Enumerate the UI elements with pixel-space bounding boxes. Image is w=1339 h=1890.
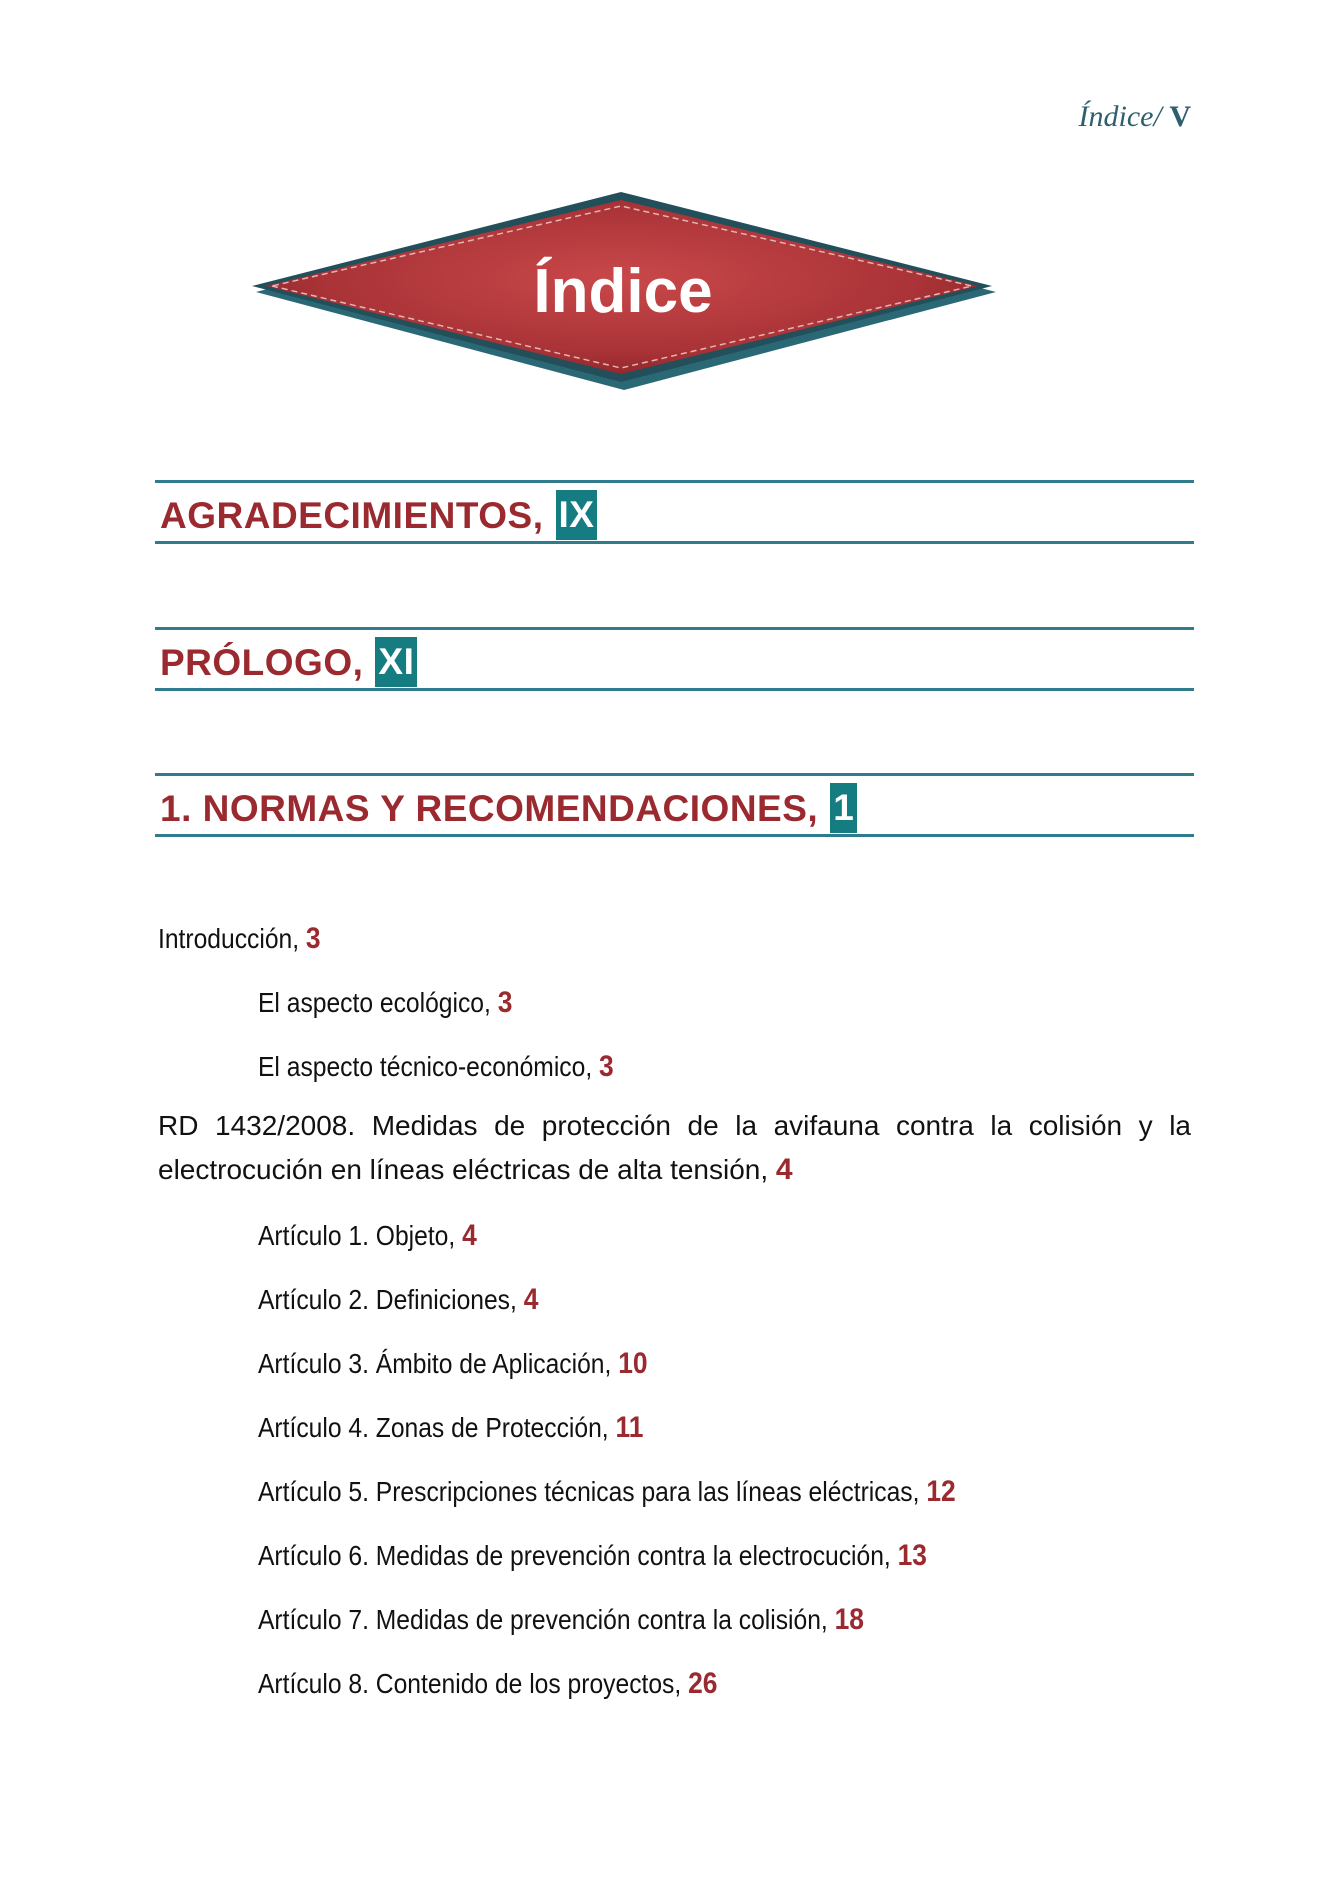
running-header bbox=[1079, 100, 1191, 134]
toc-entry-page: 4 bbox=[523, 1283, 539, 1316]
running-header-title: Índice/ bbox=[1078, 100, 1162, 133]
section-page-number: 1 bbox=[830, 783, 857, 833]
toc-entry-articulo-2[interactable] bbox=[258, 1283, 538, 1317]
toc-entry-page: 3 bbox=[497, 986, 513, 1019]
toc-entry-label: Artículo 1. Objeto, bbox=[258, 1220, 456, 1251]
toc-entry-page: 3 bbox=[599, 1050, 614, 1083]
toc-entry-label: Artículo 2. Definiciones, bbox=[258, 1284, 517, 1315]
toc-entry-page: 10 bbox=[618, 1347, 648, 1380]
toc-entry-articulo-1[interactable] bbox=[258, 1219, 477, 1253]
toc-entry-label: Introducción, bbox=[158, 923, 300, 954]
toc-entry-page: 12 bbox=[926, 1475, 956, 1508]
badge-title: Índice bbox=[533, 257, 713, 326]
toc-entry-page: 3 bbox=[305, 922, 321, 955]
section-page-number: XI bbox=[375, 637, 417, 687]
toc-entry-label: Artículo 4. Zonas de Protección, bbox=[258, 1412, 609, 1443]
toc-entry-page: 11 bbox=[615, 1411, 644, 1444]
toc-entry-page: 18 bbox=[834, 1603, 864, 1636]
toc-entry-label: Artículo 8. Contenido de los proyectos, bbox=[258, 1668, 682, 1699]
section-title bbox=[160, 786, 857, 836]
toc-entry-articulo-7[interactable] bbox=[258, 1603, 864, 1637]
toc-entry-page: 4 bbox=[462, 1219, 477, 1252]
toc-entry-label: El aspecto ecológico, bbox=[258, 987, 491, 1018]
toc-entry-label: Artículo 6. Medidas de prevención contra la electrocución, bbox=[258, 1540, 891, 1571]
toc-entry-label: Artículo 3. Ámbito de Aplicación, bbox=[258, 1348, 612, 1379]
toc-entry-label: El aspecto técnico-económico, bbox=[258, 1051, 593, 1082]
section-label: AGRADECIMIENTOS, bbox=[160, 494, 544, 536]
section-normas-y-recomendaciones[interactable] bbox=[155, 773, 1194, 837]
index-title-badge bbox=[248, 190, 998, 390]
toc-entry-page: 13 bbox=[897, 1539, 927, 1572]
section-title bbox=[160, 493, 597, 543]
toc-entry-aspecto-tecnico-economico[interactable] bbox=[258, 1050, 614, 1084]
toc-entry-label: Artículo 7. Medidas de prevención contra la colisión, bbox=[258, 1604, 828, 1635]
toc-entry-articulo-4[interactable] bbox=[258, 1411, 643, 1445]
toc-entry-page: 4 bbox=[775, 1153, 793, 1186]
section-page-number: IX bbox=[556, 490, 598, 540]
section-label: 1. NORMAS Y RECOMENDACIONES, bbox=[160, 787, 819, 829]
toc-entry-rd-1432-2008[interactable] bbox=[158, 1104, 1191, 1192]
section-label: PRÓLOGO, bbox=[160, 641, 364, 683]
toc-entry-articulo-3[interactable] bbox=[258, 1347, 648, 1381]
toc-entry-articulo-6[interactable] bbox=[258, 1539, 927, 1573]
toc-entry-articulo-5[interactable] bbox=[258, 1475, 956, 1509]
toc-entry-articulo-8[interactable] bbox=[258, 1667, 717, 1701]
section-title bbox=[160, 640, 417, 690]
toc-entry-introduccion[interactable] bbox=[158, 922, 321, 956]
toc-entry-page: 26 bbox=[688, 1667, 718, 1700]
toc-entry-aspecto-ecologico[interactable] bbox=[258, 986, 512, 1020]
section-prologo[interactable] bbox=[155, 627, 1194, 691]
toc-entry-label: Artículo 5. Prescripciones técnicas para las líneas eléctricas, bbox=[258, 1476, 920, 1507]
toc-entry-label: RD 1432/2008. Medidas de protección de la avifauna contra la colisión y la electrocución en líneas eléctricas de alta tensión, bbox=[158, 1110, 1191, 1185]
section-agradecimientos[interactable] bbox=[155, 480, 1194, 544]
running-header-page-number: V bbox=[1169, 100, 1191, 133]
